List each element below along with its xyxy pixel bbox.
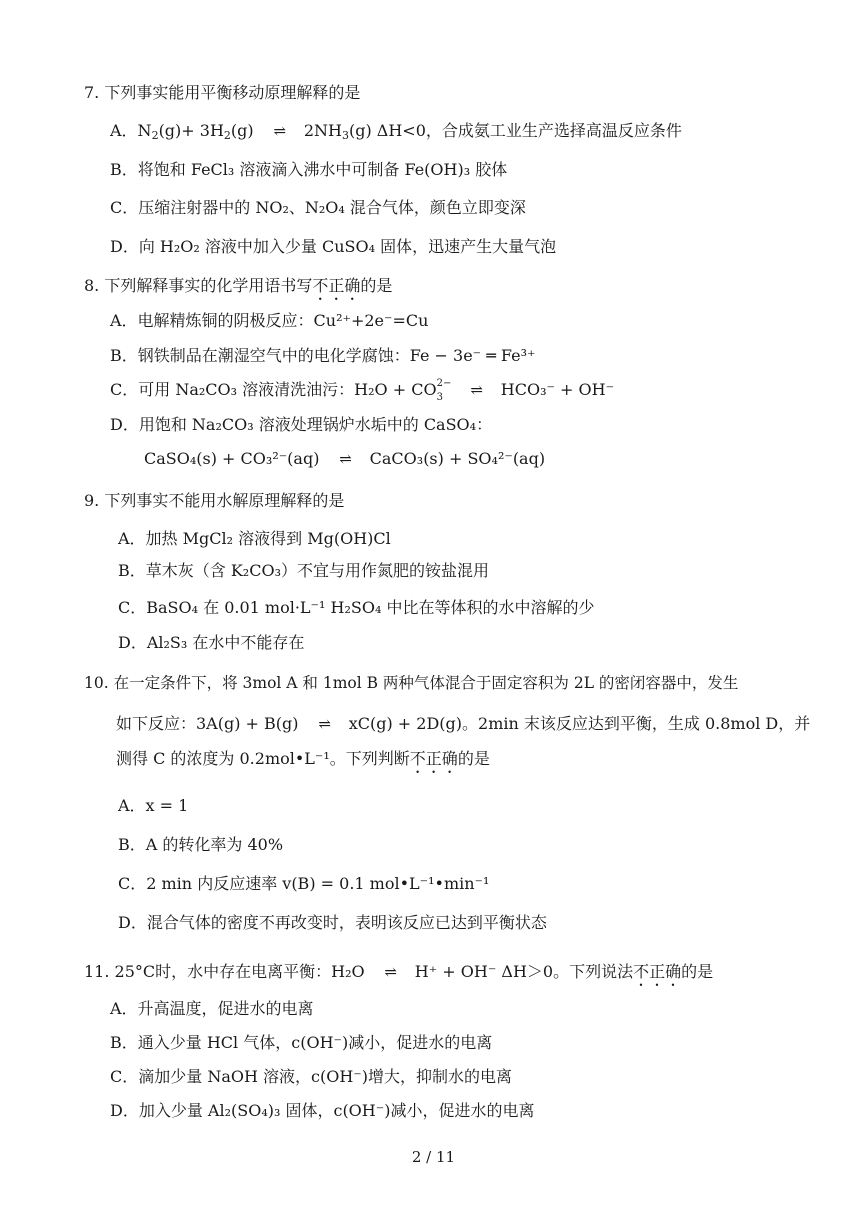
- question-11-option-a: A．升高温度，促进水的电离: [110, 999, 314, 1018]
- q10-stem2-pre: 如下反应：3A(g) + B(g): [116, 714, 299, 733]
- question-10-option-b: B．A 的转化率为 40%: [118, 835, 284, 854]
- question-10-option-a: A．x = 1: [118, 796, 189, 815]
- q10-stem2-post: xC(g) + 2D(g)。2min 末该反应达到平衡，生成 0.8mol D，并: [343, 714, 811, 733]
- question-7-option-a: A．$N_2(g)+ 3H_2(g)$ ⇌ $2NH_3(g)$ ΔH<0，合成氨工业生产选择高温反应条件: [110, 121, 682, 142]
- question-11-stem: [84, 961, 713, 990]
- q11-stem-c: 的是: [681, 962, 714, 981]
- question-10-option-d: D．混合气体的密度不再改变时，表明该反应已达到平衡状态: [118, 913, 547, 932]
- q7a-prod: 2NH: [303, 121, 342, 140]
- q8d-eq-pre: CaSO₄(s) + CO₃²⁻(aq): [144, 449, 320, 468]
- question-8-stem: [84, 275, 392, 304]
- equilibrium-arrow-icon: ⇌: [470, 381, 481, 399]
- question-7-option-d: D．向 H₂O₂ 溶液中加入少量 CuSO₄ 固体，迅速产生大量气泡: [110, 237, 557, 256]
- question-8-option-d-equation: [144, 448, 545, 470]
- q8-stem-c: 的是: [360, 276, 393, 295]
- question-9-stem: 9. 下列事实不能用水解原理解释的是: [84, 491, 345, 510]
- q8d-eq-post: CaCO₃(s) + SO₄²⁻(aq): [364, 449, 546, 468]
- question-9-option-d: D．Al₂S₃ 在水中不能存在: [118, 633, 305, 652]
- q8-stem-a: 8. 下列解释事实的化学用语书写: [84, 276, 313, 295]
- q11-stem-pre: 11. 25°C时，水中存在电离平衡：H₂O: [84, 962, 365, 981]
- q7a-rest: (g) ΔH<0，合成氨工业生产选择高温反应条件: [348, 121, 682, 140]
- question-11-option-d: D．加入少量 Al₂(SO₄)₃ 固体，c(OH⁻)减小，促进水的电离: [110, 1101, 535, 1120]
- q7a-tail: (g)+ 3H: [158, 121, 224, 140]
- question-11-option-b: B．通入少量 HCl 气体，c(OH⁻)减小，促进水的电离: [110, 1033, 493, 1052]
- equilibrium-arrow-icon: ⇌: [318, 715, 329, 733]
- q8-stem-emphasis: 不正确: [312, 276, 361, 295]
- q8c-pre: C．可用 Na₂CO₃ 溶液清洗油污：H₂O + CO: [110, 380, 437, 399]
- question-8-option-d: D．用饱和 Na₂CO₃ 溶液处理锅炉水垢中的 CaSO₄：: [110, 415, 493, 434]
- question-10-option-c: C．2 min 内反应速率 v(B) = 0.1 mol•L⁻¹•min⁻¹: [118, 874, 490, 893]
- page-number: 2 / 11: [411, 1148, 456, 1166]
- question-9-option-a: A．加热 MgCl₂ 溶液得到 Mg(OH)Cl: [118, 529, 391, 548]
- question-8-option-b: B．钢铁制品在潮湿空气中的电化学腐蚀：Fe − 3e⁻ ═ Fe³⁺: [110, 346, 536, 365]
- question-7-option-b: B．将饱和 FeCl₃ 溶液滴入沸水中可制备 Fe(OH)₃ 胶体: [110, 160, 508, 179]
- question-10-stem-line-2: [116, 713, 810, 735]
- q10-stem-emphasis: 不正确: [409, 749, 458, 768]
- equilibrium-arrow-icon: ⇌: [384, 963, 395, 981]
- question-8-option-a: A．电解精炼铜的阴极反应：Cu²⁺+2e⁻=Cu: [110, 311, 429, 330]
- q8c-post: HCO₃⁻ + OH⁻: [495, 380, 615, 399]
- question-11-option-c: C．滴加少量 NaOH 溶液，c(OH⁻)增大，抑制水的电离: [110, 1067, 512, 1086]
- q10-stem3-a: 测得 C 的浓度为 0.2mol•L⁻¹。下列判断: [116, 749, 410, 768]
- q11-stem-emphasis: 不正确: [633, 962, 682, 981]
- question-10-stem-line-3: [116, 748, 490, 777]
- equilibrium-arrow-icon: ⇌: [273, 122, 285, 140]
- question-10-stem-line-1: 10. 在一定条件下，将 3mol A 和 1mol B 两种气体混合于固定容积为 2L 的密闭容器中，发生: [84, 674, 739, 692]
- q7a-mid: (g): [230, 121, 254, 140]
- question-8-option-c: C．可用 Na₂CO₃ 溶液清洗油污：H₂O + CO 2− 3 ⇌ HCO₃⁻ + OH⁻: [110, 378, 615, 403]
- question-7-stem: 7. 下列事实能用平衡移动原理解释的是: [84, 83, 361, 102]
- question-7-option-c: C．压缩注射器中的 NO₂、N₂O₄ 混合气体，颜色立即变深: [110, 198, 526, 217]
- question-9-option-b: B．草木灰（含 K₂CO₃）不宜与用作氮肥的铵盐混用: [118, 561, 489, 580]
- question-9-option-c: C．BaSO₄ 在 0.01 mol·L⁻¹ H₂SO₄ 中比在等体积的水中溶解的少: [118, 598, 595, 617]
- q7a-prefix: A．N: [110, 121, 152, 140]
- equilibrium-arrow-icon: ⇌: [339, 450, 350, 468]
- q11-stem-mid: H⁺ + OH⁻ ΔH＞0。下列说法: [409, 962, 634, 981]
- q10-stem3-c: 的是: [457, 749, 490, 768]
